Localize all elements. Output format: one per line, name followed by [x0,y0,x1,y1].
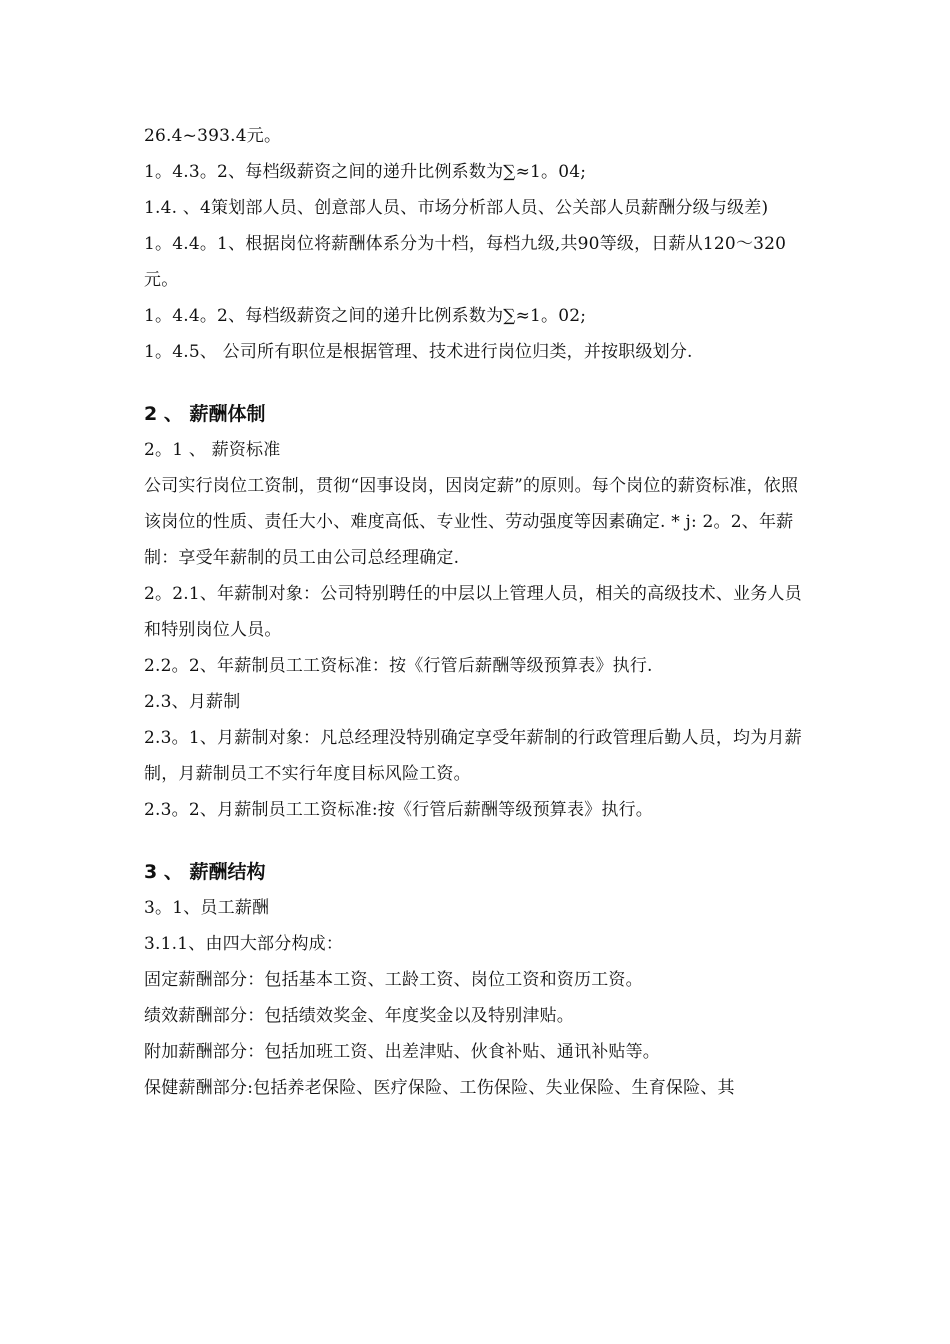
subsection-title: 3。1、员工薪酬 [144,898,270,918]
paragraph-line: 保健薪酬部分:包括养老保险、医疗保险、工伤保险、失业保险、生育保险、其 [144,1078,735,1098]
subsection-title: 2.3、月薪制 [144,692,241,712]
paragraph-line: 1。4.4。2、每档级薪资之间的递升比例系数为∑≈1。02; [144,306,587,326]
paragraph-line: 固定薪酬部分：包括基本工资、工龄工资、岗位工资和资历工资。 [144,970,643,990]
paragraph-line: 26.4~393.4元。 [144,126,282,146]
paragraph-line: 绩效薪酬部分：包括绩效奖金、年度奖金以及特别津贴。 [144,1006,574,1026]
paragraph-line: 1.4. 、4策划部人员、创意部人员、市场分析部人员、公关部人员薪酬分级与级差) [144,198,769,218]
section-heading-salary-system: 2 、 薪酬体制 [144,403,266,425]
paragraph-line: 2.3。1、月薪制对象：凡总经理没特别确定享受年薪制的行政管理后勤人员，均为月薪制，月薪制员工不实行年度目标风险工资。 [144,728,802,784]
paragraph-line: 1。4.3。2、每档级薪资之间的递升比例系数为∑≈1。04; [144,162,587,182]
paragraph-line: 2.3。2、月薪制员工工资标准:按《行管后薪酬等级预算表》执行。 [144,800,653,820]
section-heading-salary-structure: 3 、 薪酬结构 [144,861,266,883]
document-body [144,118,812,1106]
subsection-title: 2。1 、 薪资标准 [144,440,281,460]
paragraph-line: 2。2.1、年薪制对象：公司特别聘任的中层以上管理人员，相关的高级技术、业务人员和特别岗位人员。 [144,584,802,640]
paragraph-line: 公司实行岗位工资制，贯彻“因事设岗，因岗定薪”的原则。每个岗位的薪资标准，依照该岗位的性质、责任大小、难度高低、专业性、劳动强度等因素确定. * j: 2。2、年薪制：享受年薪制的员工由公司总经理确定. [144,476,799,568]
paragraph-line: 3.1.1、由四大部分构成： [144,934,344,954]
paragraph-line: 附加薪酬部分：包括加班工资、出差津贴、伙食补贴、通讯补贴等。 [144,1042,660,1062]
paragraph-line: 1。4.5、 公司所有职位是根据管理、技术进行岗位归类，并按职级划分. [144,342,693,362]
paragraph-line: 1。4.4。1、根据岗位将薪酬体系分为十档，每档九级,共90等级，日薪从120～320元。 [144,234,787,290]
paragraph-line: 2.2。2、年薪制员工工资标准：按《行管后薪酬等级预算表》执行. [144,656,653,676]
